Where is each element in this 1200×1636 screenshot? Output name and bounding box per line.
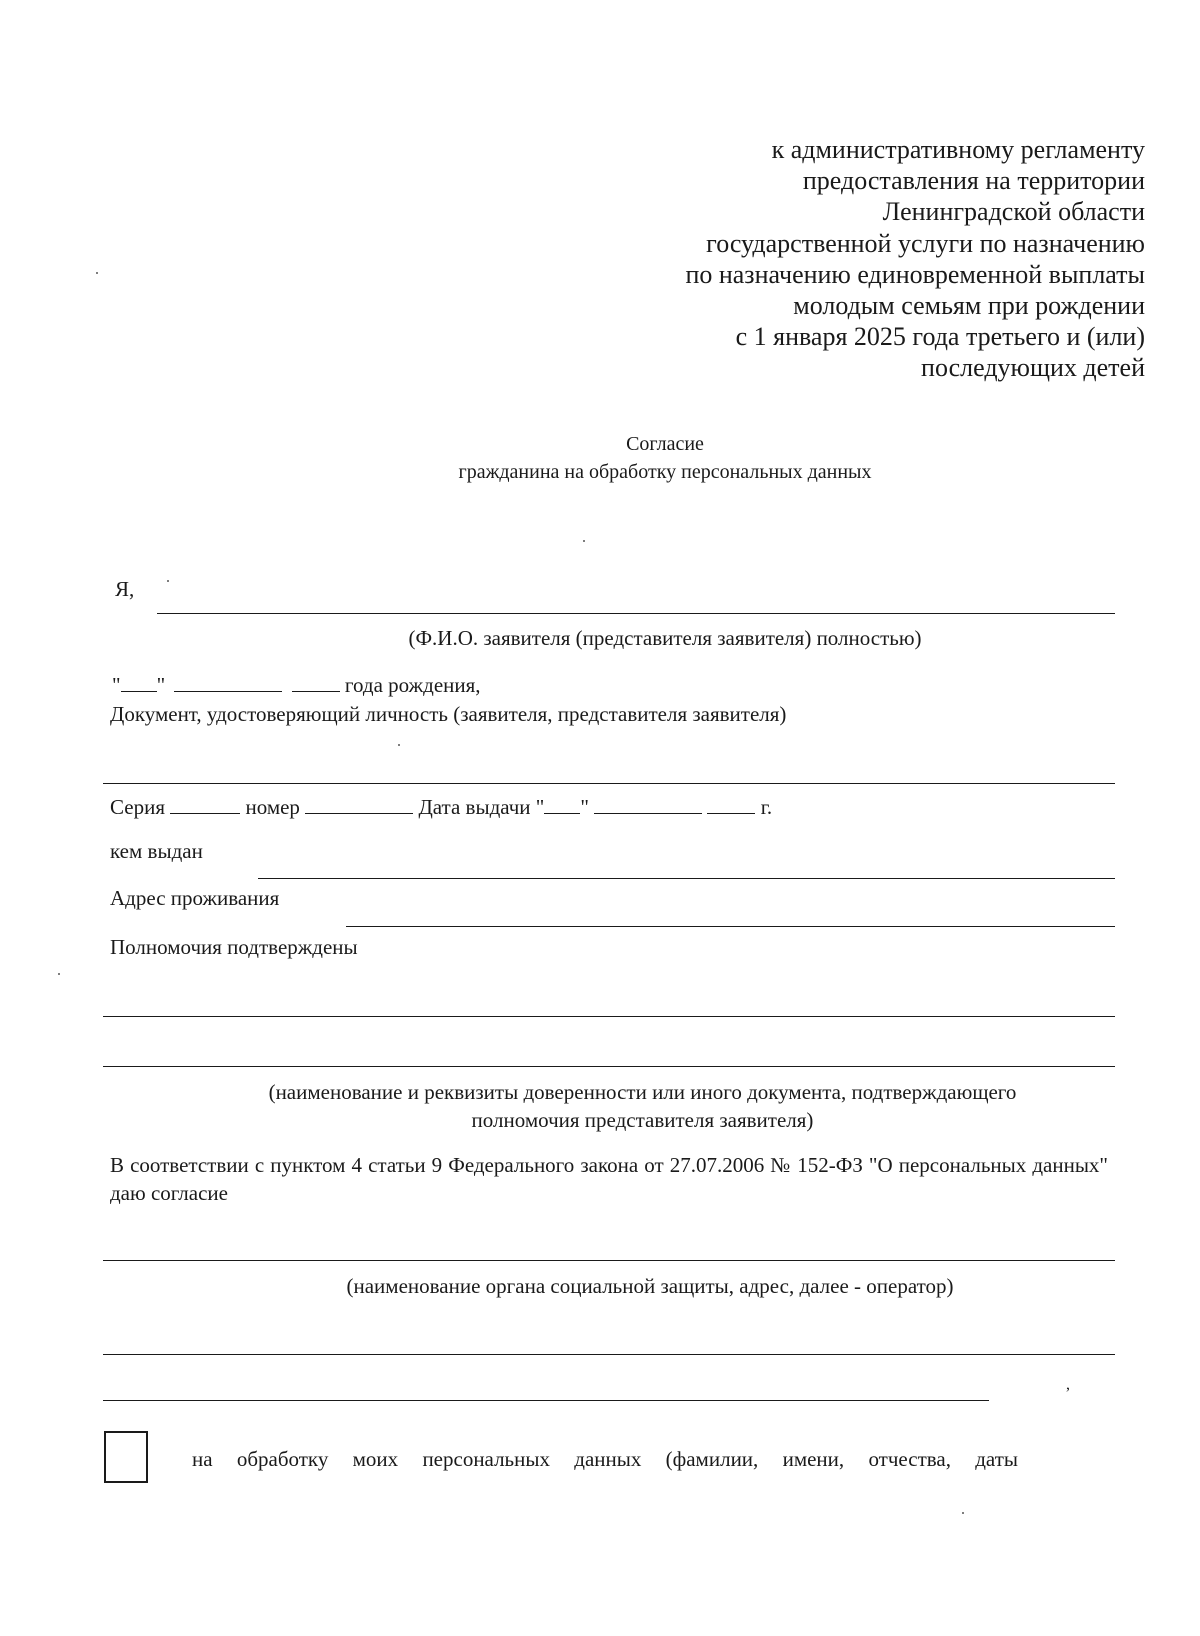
birth-month-field[interactable] — [174, 673, 282, 692]
fio-field-line[interactable] — [157, 613, 1115, 614]
scan-speck — [96, 272, 98, 274]
year-suffix: г. — [760, 795, 773, 819]
extra-field-line-2[interactable] — [103, 1400, 989, 1401]
issue-year-field[interactable] — [707, 795, 755, 814]
quote-open: " — [112, 673, 121, 697]
trailing-comma: , — [1066, 1376, 1070, 1393]
issue-day-field[interactable] — [544, 795, 580, 814]
series-label: Серия — [110, 795, 165, 819]
operator-field-line[interactable] — [103, 1260, 1115, 1261]
identity-document-label: Документ, удостоверяющий личность (заявителя, представителя заявителя) — [110, 702, 787, 726]
powers-caption-line-2: полномочия представителя заявителя) — [471, 1108, 814, 1132]
issue-date-label: Дата выдачи " — [418, 795, 545, 819]
header-line: к административному регламенту — [771, 135, 1145, 164]
extra-field-line-1[interactable] — [103, 1354, 1115, 1355]
series-field[interactable] — [170, 795, 240, 814]
header-line: последующих детей — [921, 353, 1145, 383]
checkbox-text: на обработку моих персональных данных (фамилии, имени, отчества, даты — [192, 1447, 1018, 1471]
i-label: Я, — [115, 577, 135, 601]
issue-quote-close: " — [580, 795, 589, 819]
address-label: Адрес проживания — [110, 886, 280, 910]
quote-close: " — [156, 673, 166, 697]
identity-document-field-line[interactable] — [103, 783, 1115, 784]
address-field-line[interactable] — [346, 926, 1115, 927]
header-line: государственной услуги по назначению — [706, 228, 1145, 258]
powers-field-line-1[interactable] — [103, 1016, 1115, 1017]
header-line: молодым семьям при рождении — [793, 291, 1145, 321]
fio-caption: (Ф.И.О. заявителя (представителя заявителя) полностью) — [408, 626, 922, 650]
title-line-1: Согласие — [626, 433, 704, 455]
header-line: по назначению единовременной выплаты — [685, 259, 1145, 289]
scan-speck — [167, 580, 169, 582]
regulation-header — [545, 134, 1145, 384]
consent-checkbox[interactable] — [104, 1431, 148, 1483]
number-label: номер — [245, 795, 300, 819]
header-line: предоставления на территории — [802, 166, 1145, 196]
document-title — [0, 430, 1200, 486]
scan-speck — [583, 540, 585, 542]
consent-paragraph: В соответствии с пунктом 4 статьи 9 Федерального закона от 27.07.2006 № 152-ФЗ "О персональных данных" даю согласие — [110, 1153, 1108, 1205]
scan-speck — [962, 1512, 964, 1514]
document-details-row — [110, 794, 772, 820]
issued-by-field-line[interactable] — [258, 878, 1115, 879]
number-field[interactable] — [305, 795, 413, 814]
scan-speck — [58, 973, 60, 975]
powers-label: Полномочия подтверждены — [110, 935, 358, 959]
header-line: с 1 января 2025 года третьего и (или) — [735, 322, 1145, 352]
header-line: Ленинградской области — [882, 197, 1145, 227]
powers-caption-line-1: (наименование и реквизиты доверенности или иного документа, подтверждающего — [268, 1080, 1017, 1104]
birth-year-field[interactable] — [292, 673, 340, 692]
birth-suffix: года рождения, — [344, 673, 481, 697]
powers-field-line-2[interactable] — [103, 1066, 1115, 1067]
operator-caption: (наименование органа социальной защиты, адрес, далее - оператор) — [346, 1274, 954, 1298]
birth-date-row — [112, 672, 481, 698]
scan-speck — [398, 744, 400, 746]
title-line-2: гражданина на обработку персональных данных — [458, 461, 872, 483]
issued-by-label: кем выдан — [110, 839, 203, 863]
issue-month-field[interactable] — [594, 795, 702, 814]
birth-day-field[interactable] — [121, 673, 157, 692]
